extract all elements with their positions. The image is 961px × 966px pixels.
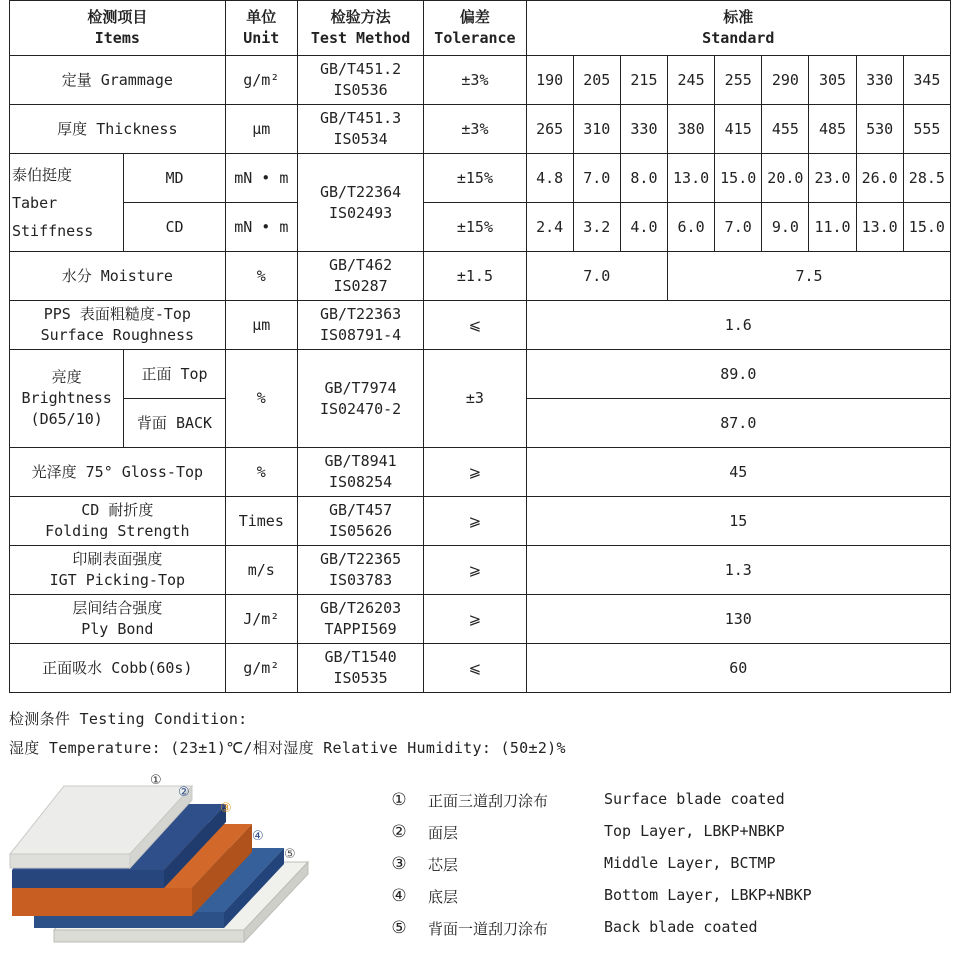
row-cobb — [10, 644, 951, 693]
legend-en: Surface blade coated — [604, 790, 785, 808]
row-moisture — [10, 252, 951, 301]
value-cell: 7.0 — [573, 154, 620, 203]
legend-num: ④ — [391, 886, 407, 906]
value-cell: 485 — [809, 105, 856, 154]
layer-structure-diagram — [8, 770, 318, 960]
tol-ply: ⩾ — [424, 595, 526, 644]
legend-num: ② — [391, 822, 407, 842]
legend-en: Bottom Layer, LBKP+NBKP — [604, 886, 812, 904]
value-cell: 13.0 — [856, 203, 903, 252]
spec-table — [9, 0, 951, 693]
tol-cobb: ⩽ — [424, 644, 526, 693]
header-standard: 标准 Standard — [526, 1, 950, 56]
method-stiffness: GB/T22364 IS02493 — [297, 154, 423, 252]
value-igt: 1.3 — [526, 546, 950, 595]
unit-ply: J/m² — [225, 595, 297, 644]
item-brightness: 亮度 Brightness (D65/10) — [10, 350, 124, 448]
method-igt: GB/T22365 IS03783 — [297, 546, 423, 595]
value-cell: 555 — [903, 105, 950, 154]
method-cobb: GB/T1540 IS0535 — [297, 644, 423, 693]
value-cell: 13.0 — [668, 154, 715, 203]
layer-middle-front — [12, 888, 192, 916]
header-tolerance: 偏差 Tolerance — [424, 1, 526, 56]
diagram-label-5: ⑤ — [284, 847, 296, 862]
unit-folding: Times — [225, 497, 297, 546]
unit-thickness: μm — [225, 105, 297, 154]
layer-top-front — [12, 870, 164, 888]
item-thickness: 厚度 Thickness — [10, 105, 226, 154]
value-brightness-back: 87.0 — [526, 399, 950, 448]
legend-zh: 正面三道刮刀涂布 — [428, 792, 549, 810]
value-cell: 11.0 — [809, 203, 856, 252]
value-cell: 455 — [762, 105, 809, 154]
label-md: MD — [124, 154, 225, 203]
tol-gloss: ⩾ — [424, 448, 526, 497]
value-cobb: 60 — [526, 644, 950, 693]
method-moisture: GB/T462 IS0287 — [297, 252, 423, 301]
value-cell: 190 — [526, 56, 573, 105]
method-pps: GB/T22363 IS08791-4 — [297, 301, 423, 350]
layer-surface-front — [10, 854, 130, 868]
value-cell: 310 — [573, 105, 620, 154]
method-grammage: GB/T451.2 IS0536 — [297, 56, 423, 105]
unit-stiffness-cd: mN • m — [225, 203, 297, 252]
value-cell: 4.8 — [526, 154, 573, 203]
value-moisture-b: 7.5 — [668, 252, 951, 301]
method-ply: GB/T26203 TAPPI569 — [297, 595, 423, 644]
legend-zh: 芯层 — [428, 856, 459, 874]
item-grammage: 定量 Grammage — [10, 56, 226, 105]
value-cell: 28.5 — [903, 154, 950, 203]
value-cell: 380 — [668, 105, 715, 154]
unit-brightness: % — [225, 350, 297, 448]
unit-grammage: g/m² — [225, 56, 297, 105]
row-pps — [10, 301, 951, 350]
item-igt: 印刷表面强度 IGT Picking-Top — [10, 546, 226, 595]
header-row — [10, 1, 951, 56]
row-thickness — [10, 105, 951, 154]
value-ply: 130 — [526, 595, 950, 644]
row-grammage — [10, 56, 951, 105]
value-cell: 345 — [903, 56, 950, 105]
method-brightness: GB/T7974 IS02470-2 — [297, 350, 423, 448]
row-gloss — [10, 448, 951, 497]
value-cell: 255 — [715, 56, 762, 105]
value-cell: 7.0 — [715, 203, 762, 252]
row-stiffness-md — [10, 154, 951, 203]
item-gloss: 光泽度 75° Gloss-Top — [10, 448, 226, 497]
item-moisture: 水分 Moisture — [10, 252, 226, 301]
tol-moisture: ±1.5 — [424, 252, 526, 301]
row-igt — [10, 546, 951, 595]
tol-folding: ⩾ — [424, 497, 526, 546]
testing-condition-line: 湿度 Temperature: (23±1)℃/相对湿度 Relative Humidity: (50±2)% — [9, 739, 566, 757]
value-cell: 2.4 — [526, 203, 573, 252]
value-cell: 4.0 — [620, 203, 667, 252]
value-cell: 330 — [620, 105, 667, 154]
value-cell: 290 — [762, 56, 809, 105]
row-stiffness-cd — [10, 203, 951, 252]
legend-en: Top Layer, LBKP+NBKP — [604, 822, 785, 840]
diagram-label-1: ① — [150, 773, 162, 788]
tol-stiffness-md: ±15% — [424, 154, 526, 203]
value-cell: 20.0 — [762, 154, 809, 203]
unit-igt: m/s — [225, 546, 297, 595]
value-cell: 215 — [620, 56, 667, 105]
legend-num: ③ — [391, 854, 407, 874]
item-cobb: 正面吸水 Cobb(60s) — [10, 644, 226, 693]
tol-brightness: ±3 — [424, 350, 526, 448]
value-cell: 9.0 — [762, 203, 809, 252]
value-cell: 15.0 — [903, 203, 950, 252]
unit-gloss: % — [225, 448, 297, 497]
tol-grammage: ±3% — [424, 56, 526, 105]
row-brightness-top — [10, 350, 951, 399]
value-cell: 8.0 — [620, 154, 667, 203]
value-cell: 205 — [573, 56, 620, 105]
diagram-label-3: ③ — [220, 801, 232, 816]
tol-pps: ⩽ — [424, 301, 526, 350]
legend-zh: 背面一道刮刀涂布 — [428, 920, 549, 938]
value-cell: 26.0 — [856, 154, 903, 203]
value-cell: 415 — [715, 105, 762, 154]
value-folding: 15 — [526, 497, 950, 546]
value-cell: 3.2 — [573, 203, 620, 252]
value-pps: 1.6 — [526, 301, 950, 350]
tol-thickness: ±3% — [424, 105, 526, 154]
label-cd: CD — [124, 203, 225, 252]
header-unit: 单位 Unit — [225, 1, 297, 56]
value-gloss: 45 — [526, 448, 950, 497]
diagram-label-2: ② — [178, 785, 190, 800]
tol-stiffness-cd: ±15% — [424, 203, 526, 252]
diagram-label-4: ④ — [252, 829, 264, 844]
value-cell: 305 — [809, 56, 856, 105]
item-folding: CD 耐折度 Folding Strength — [10, 497, 226, 546]
layer-back-front — [54, 930, 244, 942]
unit-stiffness-md: mN • m — [225, 154, 297, 203]
header-items: 检测项目 Items — [10, 1, 226, 56]
method-gloss: GB/T8941 IS08254 — [297, 448, 423, 497]
method-thickness: GB/T451.3 IS0534 — [297, 105, 423, 154]
testing-condition-title: 检测条件 Testing Condition: — [9, 710, 248, 728]
item-stiffness: 泰伯挺度 Taber Stiffness — [10, 154, 124, 252]
label-brightness-top: 正面 Top — [124, 350, 225, 399]
unit-pps: μm — [225, 301, 297, 350]
row-folding — [10, 497, 951, 546]
unit-cobb: g/m² — [225, 644, 297, 693]
item-pps: PPS 表面粗糙度-Top Surface Roughness — [10, 301, 226, 350]
value-cell: 245 — [668, 56, 715, 105]
value-cell: 530 — [856, 105, 903, 154]
value-cell: 6.0 — [668, 203, 715, 252]
unit-moisture: % — [225, 252, 297, 301]
value-cell: 15.0 — [715, 154, 762, 203]
value-cell: 330 — [856, 56, 903, 105]
value-cell: 23.0 — [809, 154, 856, 203]
value-cell: 265 — [526, 105, 573, 154]
value-moisture-a: 7.0 — [526, 252, 667, 301]
legend-num: ① — [391, 790, 407, 810]
legend-zh: 底层 — [428, 888, 459, 906]
legend-en: Middle Layer, BCTMP — [604, 854, 776, 872]
row-ply — [10, 595, 951, 644]
item-ply: 层间结合强度 Ply Bond — [10, 595, 226, 644]
legend-zh: 面层 — [428, 824, 459, 842]
label-brightness-back: 背面 BACK — [124, 399, 225, 448]
method-folding: GB/T457 IS05626 — [297, 497, 423, 546]
legend-num: ⑤ — [391, 918, 407, 938]
legend-en: Back blade coated — [604, 918, 758, 936]
header-method: 检验方法 Test Method — [297, 1, 423, 56]
value-brightness-top: 89.0 — [526, 350, 950, 399]
tol-igt: ⩾ — [424, 546, 526, 595]
